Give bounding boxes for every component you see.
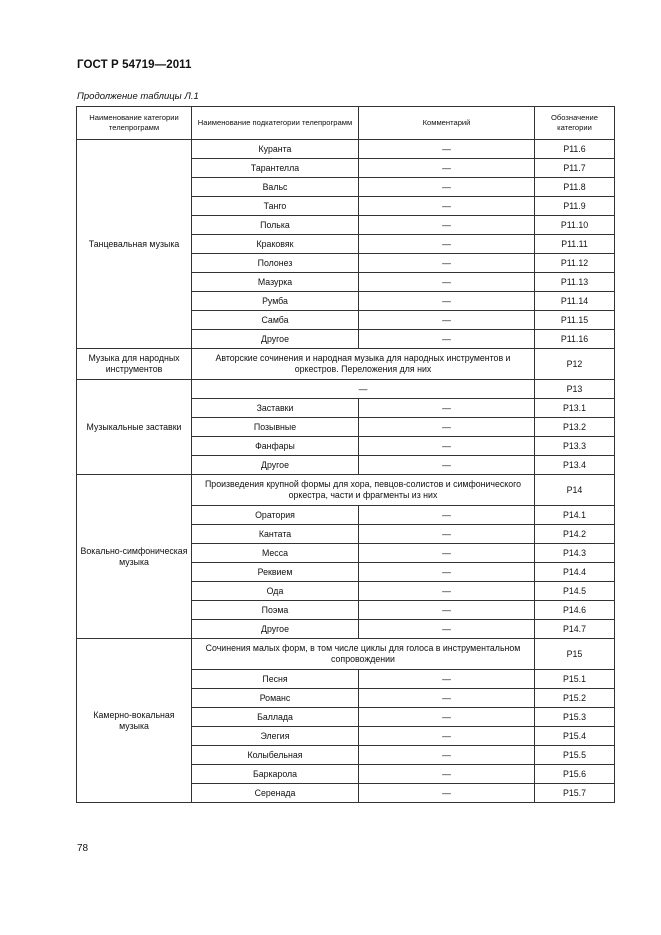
code-cell: P14.6 [535, 601, 615, 620]
subcategory-cell: Кантата [192, 525, 359, 544]
code-cell: P15.4 [535, 727, 615, 746]
subcategory-cell: Мазурка [192, 273, 359, 292]
table-row [77, 380, 615, 399]
code-cell: P13 [535, 380, 615, 399]
column-header-category: Наименование категории телепрограмм [77, 107, 192, 140]
code-cell: P11.10 [535, 216, 615, 235]
category-cell: Танцевальная музыка [77, 140, 192, 349]
comment-cell: — [359, 437, 535, 456]
code-cell: P15.3 [535, 708, 615, 727]
comment-cell: — [359, 708, 535, 727]
comment-cell: — [359, 254, 535, 273]
code-cell: P15.6 [535, 765, 615, 784]
code-cell: P14.7 [535, 620, 615, 639]
comment-cell: — [359, 544, 535, 563]
comment-cell: — [359, 784, 535, 803]
group-description-cell: — [192, 380, 535, 399]
table-row [77, 349, 615, 380]
code-cell: P15.2 [535, 689, 615, 708]
comment-cell: — [359, 765, 535, 784]
comment-cell: — [359, 506, 535, 525]
subcategory-cell: Позывные [192, 418, 359, 437]
comment-cell: — [359, 140, 535, 159]
comment-cell: — [359, 273, 535, 292]
subcategory-cell: Романс [192, 689, 359, 708]
comment-cell: — [359, 159, 535, 178]
subcategory-cell: Краковяк [192, 235, 359, 254]
code-cell: P11.12 [535, 254, 615, 273]
code-cell: P13.1 [535, 399, 615, 418]
subcategory-cell: Тарантелла [192, 159, 359, 178]
code-cell: P11.15 [535, 311, 615, 330]
code-cell: P15 [535, 639, 615, 670]
comment-cell: — [359, 216, 535, 235]
code-cell: P11.7 [535, 159, 615, 178]
subcategory-cell: Куранта [192, 140, 359, 159]
subcategory-cell: Месса [192, 544, 359, 563]
comment-cell: — [359, 399, 535, 418]
comment-cell: — [359, 418, 535, 437]
subcategory-cell: Румба [192, 292, 359, 311]
subcategory-cell: Фанфары [192, 437, 359, 456]
code-cell: P11.9 [535, 197, 615, 216]
code-cell: P11.16 [535, 330, 615, 349]
subcategory-cell: Оратория [192, 506, 359, 525]
comment-cell: — [359, 456, 535, 475]
doc-title: ГОСТ Р 54719—2011 [77, 59, 192, 71]
group-description-cell: Произведения крупной формы для хора, певцов-солистов и симфонического оркестра, части и фрагменты из них [192, 475, 535, 506]
subcategory-cell: Вальс [192, 178, 359, 197]
category-cell: Музыка для народных инструментов [77, 349, 192, 380]
page-number: 78 [77, 843, 89, 854]
subcategory-cell: Другое [192, 456, 359, 475]
subcategory-cell: Серенада [192, 784, 359, 803]
code-cell: P14 [535, 475, 615, 506]
code-cell: P14.3 [535, 544, 615, 563]
subcategory-cell: Полька [192, 216, 359, 235]
comment-cell: — [359, 582, 535, 601]
subcategory-cell: Другое [192, 330, 359, 349]
comment-cell: — [359, 311, 535, 330]
table-continuation-caption: Продолжение таблицы Л.1 [77, 91, 199, 102]
comment-cell: — [359, 689, 535, 708]
table-row [77, 475, 615, 506]
code-cell: P11.14 [535, 292, 615, 311]
code-cell: P14.4 [535, 563, 615, 582]
code-cell: P15.7 [535, 784, 615, 803]
code-cell: P11.13 [535, 273, 615, 292]
code-cell: P14.2 [535, 525, 615, 544]
category-cell: Вокально-симфоническая музыка [77, 475, 192, 639]
subcategory-cell: Баллада [192, 708, 359, 727]
comment-cell: — [359, 727, 535, 746]
code-cell: P15.5 [535, 746, 615, 765]
subcategory-cell: Колыбельная [192, 746, 359, 765]
code-cell: P11.6 [535, 140, 615, 159]
subcategory-cell: Баркарола [192, 765, 359, 784]
subcategory-cell: Песня [192, 670, 359, 689]
subcategory-cell: Ода [192, 582, 359, 601]
column-header-subcategory: Наименование подкатегории телепрограмм [192, 107, 359, 140]
code-cell: P13.3 [535, 437, 615, 456]
category-cell: Камерно-вокальная музыка [77, 639, 192, 803]
table-header-row [77, 107, 615, 140]
table-row [77, 639, 615, 670]
comment-cell: — [359, 292, 535, 311]
category-cell: Музыкальные заставки [77, 380, 192, 475]
code-cell: P13.4 [535, 456, 615, 475]
subcategory-cell: Поэма [192, 601, 359, 620]
comment-cell: — [359, 525, 535, 544]
group-description-cell: Сочинения малых форм, в том числе циклы для голоса в инструментальном сопровождении [192, 639, 535, 670]
comment-cell: — [359, 601, 535, 620]
subcategory-cell: Полонез [192, 254, 359, 273]
subcategory-cell: Реквием [192, 563, 359, 582]
code-cell: P11.8 [535, 178, 615, 197]
code-cell: P12 [535, 349, 615, 380]
table-row [77, 140, 615, 159]
code-cell: P11.11 [535, 235, 615, 254]
column-header-code: Обозначение категории [535, 107, 615, 140]
comment-cell: — [359, 235, 535, 254]
subcategory-cell: Танго [192, 197, 359, 216]
subcategory-cell: Элегия [192, 727, 359, 746]
comment-cell: — [359, 330, 535, 349]
comment-cell: — [359, 563, 535, 582]
comment-cell: — [359, 746, 535, 765]
categories-table [76, 106, 615, 803]
subcategory-cell: Самба [192, 311, 359, 330]
code-cell: P13.2 [535, 418, 615, 437]
comment-cell: — [359, 620, 535, 639]
code-cell: P14.5 [535, 582, 615, 601]
comment-cell: — [359, 178, 535, 197]
subcategory-cell: Другое [192, 620, 359, 639]
code-cell: P14.1 [535, 506, 615, 525]
group-description-cell: Авторские сочинения и народная музыка для народных инструментов и оркестров. Переложения для них [192, 349, 535, 380]
code-cell: P15.1 [535, 670, 615, 689]
comment-cell: — [359, 670, 535, 689]
comment-cell: — [359, 197, 535, 216]
column-header-comment: Комментарий [359, 107, 535, 140]
subcategory-cell: Заставки [192, 399, 359, 418]
